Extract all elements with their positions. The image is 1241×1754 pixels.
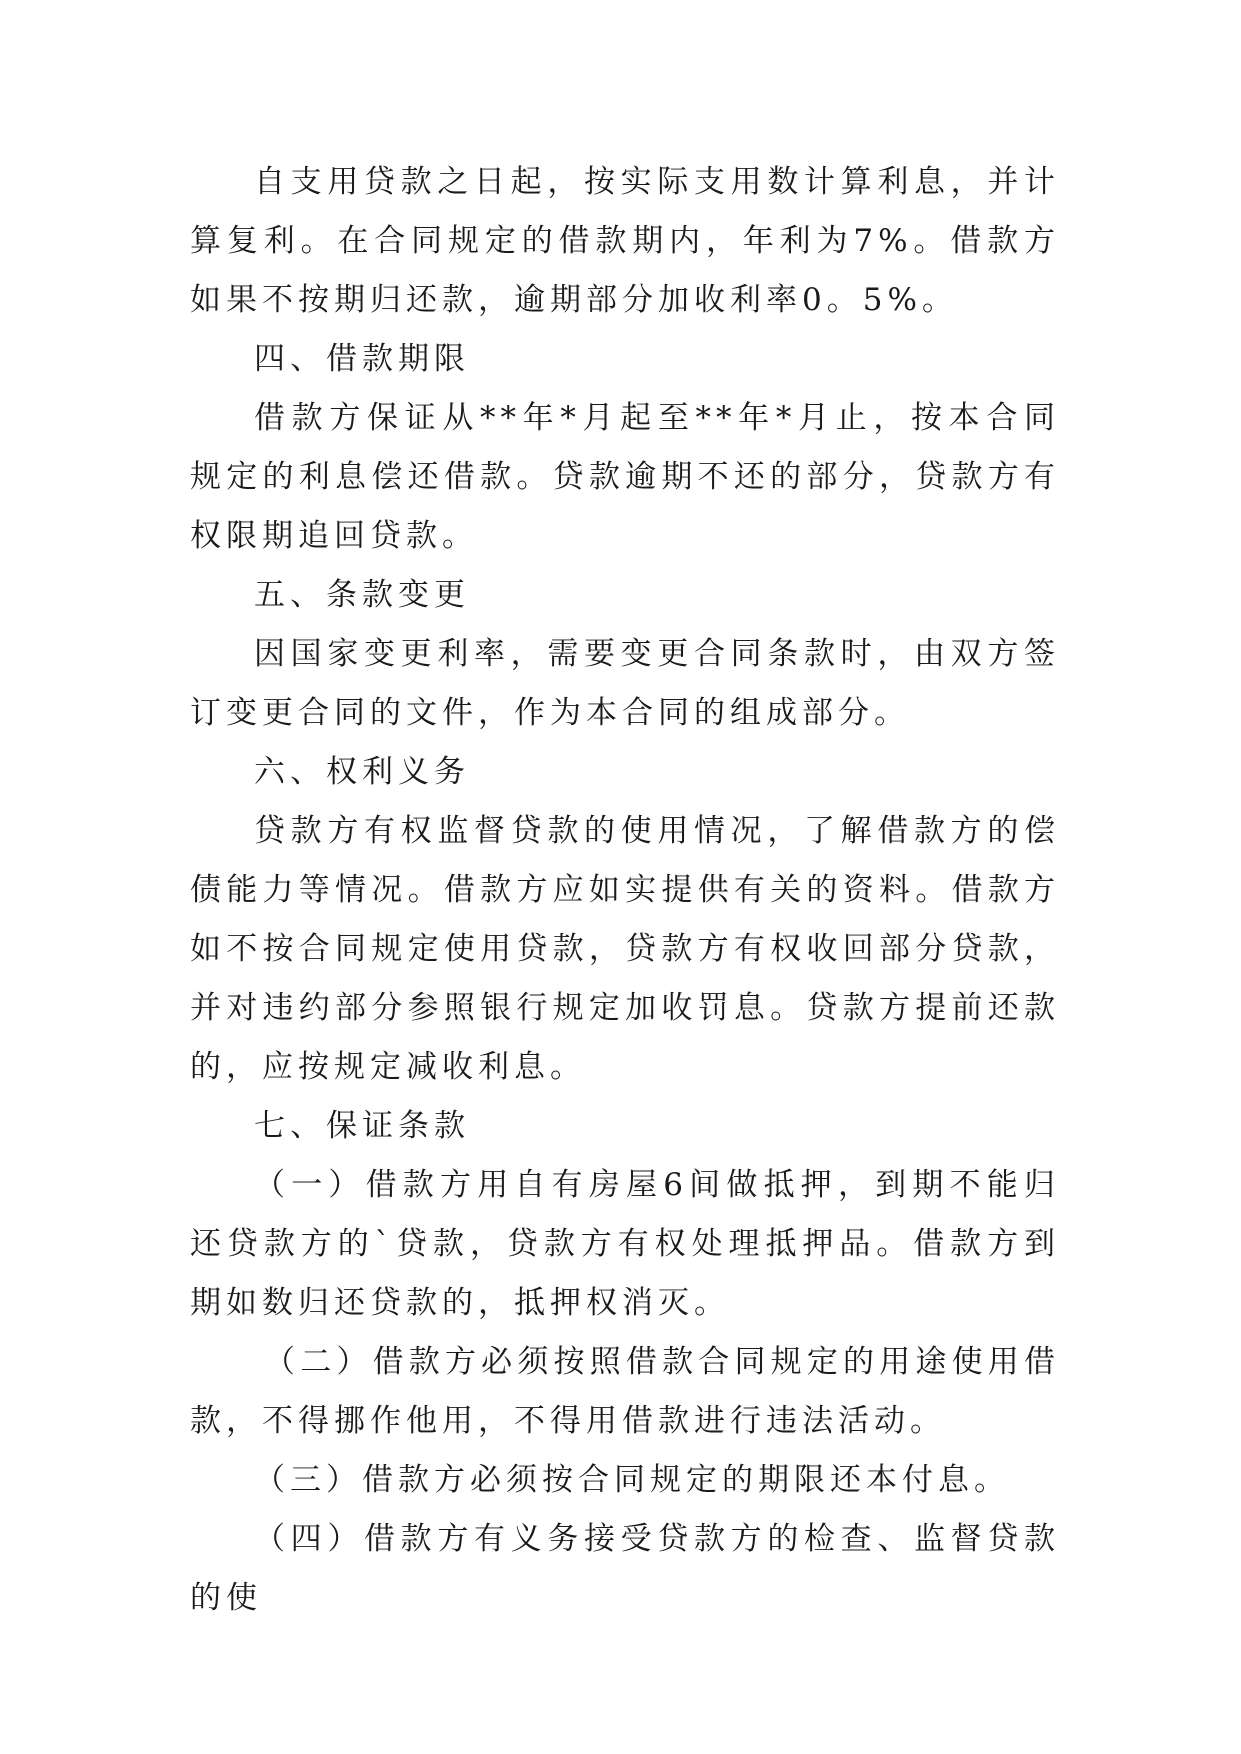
heading-loan-term: 四、借款期限 (254, 341, 470, 377)
paragraph-interest: 自支用贷款之日起，按实际支用数计算利息，并计算复利。在合同规定的借款期内，年利为7%。借款方如果不按期归还款，逾期部分加收利率0。5%。 (190, 164, 1060, 318)
document-body (190, 153, 1060, 1628)
clause-1: （一）借款方用自有房屋6间做抵押，到期不能归还贷款方的`贷款，贷款方有权处理抵押品。借款方到期如数归还贷款的，抵押权消灭。 (190, 1167, 1060, 1321)
clause-3: （三）借款方必须按合同规定的期限还本付息。 (254, 1462, 1010, 1498)
heading-guarantee: 七、保证条款 (254, 1108, 470, 1144)
paragraph-loan-term: 借款方保证从**年*月起至**年*月止，按本合同规定的利息偿还借款。贷款逾期不还的部分，贷款方有权限期追回贷款。 (190, 400, 1060, 554)
heading-rights-obligations: 六、权利义务 (254, 754, 470, 790)
clause-4: （四）借款方有义务接受贷款方的检查、监督贷款的使 (190, 1521, 1060, 1616)
clause-2: （二）借款方必须按照借款合同规定的用途使用借款，不得挪作他用，不得用借款进行违法活动。 (190, 1344, 1060, 1439)
heading-clause-change: 五、条款变更 (254, 577, 470, 613)
paragraph-rights-obligations: 贷款方有权监督贷款的使用情况，了解借款方的偿债能力等情况。借款方应如实提供有关的资料。借款方如不按合同规定使用贷款，贷款方有权收回部分贷款，并对违约部分参照银行规定加收罚息。贷款方提前还款的，应按规定减收利息。 (190, 813, 1060, 1085)
paragraph-clause-change: 因国家变更利率，需要变更合同条款时，由双方签订变更合同的文件，作为本合同的组成部分。 (190, 636, 1060, 731)
